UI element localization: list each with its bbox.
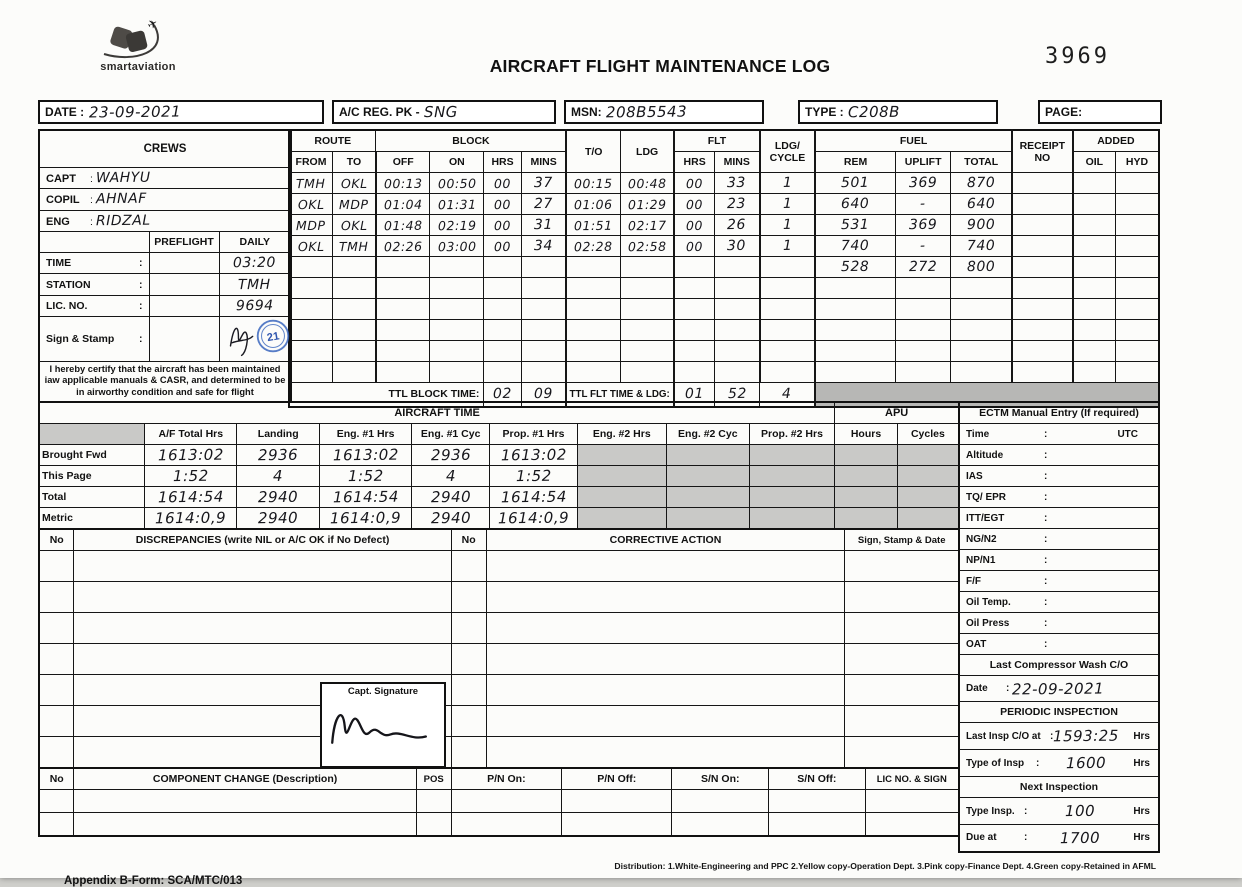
discrepancy-row (39, 737, 959, 769)
logo-text: smartaviation (100, 61, 176, 73)
ectm-altitude-row: Altitude : (959, 445, 1159, 466)
station-daily-cell: TMH (219, 274, 291, 295)
flight-table-panel (290, 129, 1162, 403)
lower-left (38, 401, 960, 853)
info-bar (38, 100, 1162, 124)
disc-title-header: DISCREPANCIES (write NIL or A/C OK if No Defect) (74, 529, 451, 551)
type-value: C208B (848, 102, 901, 122)
last-insp-row: Last Insp C/O at : 1593:25 Hrs (959, 723, 1159, 750)
signature-mark (222, 319, 258, 357)
col-total: TOTAL (951, 152, 1012, 173)
ttl-block-mins: 09 (521, 383, 566, 407)
col-uplift: UPLIFT (895, 152, 951, 173)
flight-empty-row (289, 362, 1159, 383)
ectm-oat-row: OAT : (959, 634, 1159, 655)
compressor-wash-title: Last Compressor Wash C/O (959, 655, 1159, 676)
col-from: FROM (289, 152, 332, 173)
apu-title: APU (835, 402, 959, 424)
receipt-header: RECEIPT NO (1012, 130, 1073, 173)
certification-text: I hereby certify that the aircraft has been maintained iaw applicable manuals & CASR, and determined to be in airworthy condition and safe for flight (39, 361, 291, 402)
form-title: AIRCRAFT FLIGHT MAINTENANCE LOG (489, 56, 831, 76)
ttl-flt-label: TTL FLT TIME & LDG: (566, 383, 674, 407)
approval-stamp (256, 319, 290, 356)
next-type-value: 100 (1065, 801, 1096, 821)
block-group-header: BLOCK (376, 130, 567, 152)
capt-name: WAHYU (95, 169, 151, 187)
col-off: OFF (376, 152, 430, 173)
licno-daily-cell: 9694 (219, 295, 291, 316)
row-label-header (39, 424, 145, 445)
component-change-table (38, 767, 960, 837)
page-label: PAGE: (1045, 105, 1083, 119)
col-hyd: HYD (1115, 152, 1159, 173)
component-row (39, 790, 959, 813)
col-oil: OIL (1073, 152, 1116, 173)
col-rem: REM (815, 152, 895, 173)
next-type-row: Type Insp. : 100 Hrs (959, 798, 1159, 825)
ttl-block-label: TTL BLOCK TIME: (289, 383, 484, 407)
crew-row-copil: COPIL : AHNAF (39, 189, 291, 210)
page-box (1038, 100, 1162, 124)
station-preflight-cell (149, 274, 219, 295)
msn-box (564, 100, 764, 124)
plane-icon: ✈ (144, 15, 161, 33)
comp-pos-header: POS (416, 768, 451, 790)
copil-name: AHNAF (95, 191, 147, 208)
at-row-this-page: This Page 1:52 4 1:52 4 1:52 (39, 466, 959, 487)
col-on: ON (430, 152, 484, 173)
ttl-flt-ldg: 4 (760, 383, 816, 407)
col-hrs: HRS (484, 152, 521, 173)
flight-row: OKL MDP 01:04 01:31 00 27 01:06 01:29 00 23 1 640 - 640 (289, 194, 1159, 215)
disc-no-header: No (39, 529, 74, 551)
time-label-cell: TIME : (39, 253, 149, 274)
ldg-cycle-header: LDG/ CYCLE (760, 130, 816, 173)
form-footer (38, 861, 1162, 887)
ectm-np-n1-row: NP/N1 : (959, 550, 1159, 571)
station-label-cell: STATION : (39, 274, 149, 295)
sign-daily-cell (219, 316, 291, 361)
crew-row-eng: ENG : RIDZAL (39, 210, 291, 231)
ectm-time-row: Time : UTC (959, 424, 1159, 445)
ttl-flt-hrs: 01 (674, 383, 714, 407)
type-insp-row: Type of Insp : 1600 Hrs (959, 750, 1159, 777)
eng-name: RIDZAL (95, 212, 151, 229)
crew-row-capt: CAPT : WAHYU (39, 168, 291, 189)
date-label: DATE : (45, 105, 85, 119)
captain-signature-mark (326, 697, 430, 749)
comp-pn-off-header: P/N Off: (562, 768, 672, 790)
type-insp-value: 1600 (1066, 753, 1107, 773)
date-box (38, 100, 324, 124)
preflight-header: PREFLIGHT (149, 231, 219, 252)
fuel-group-header: FUEL (815, 130, 1012, 152)
captain-signature-box (320, 682, 446, 768)
at-row-brought-fwd: Brought Fwd 1613:02 2936 1613:02 2936 1613:02 (39, 445, 959, 466)
discrepancy-row (39, 706, 959, 737)
added-group-header: ADDED (1073, 130, 1159, 152)
flight-empty-row (289, 341, 1159, 362)
comp-pn-on-header: P/N On: (451, 768, 561, 790)
flight-row: TMH OKL 00:13 00:50 00 37 00:15 00:48 00 33 1 501 369 870 (289, 173, 1159, 194)
ldg-group-header: LDG (620, 130, 674, 173)
lower-section (38, 401, 1162, 853)
col-mins: MINS (521, 152, 566, 173)
sign-stamp-label-cell: Sign & Stamp : (39, 316, 149, 361)
to-group-header: T/O (566, 130, 620, 173)
flt-group-header: FLT (674, 130, 759, 152)
type-label: TYPE : (805, 105, 844, 119)
last-insp-value: 1593:25 (1053, 726, 1120, 746)
date-value: 23-09-2021 (88, 102, 181, 122)
at-row-metric: Metric 1614:0,9 2940 1614:0,9 2940 1614:0,9 (39, 508, 959, 530)
component-row (39, 813, 959, 837)
flight-empty-row (289, 320, 1159, 341)
ectm-ff-row: F/F : (959, 571, 1159, 592)
daily-header: DAILY (219, 231, 291, 252)
ectm-tq-epr-row: TQ/ EPR : (959, 487, 1159, 508)
utc-label: UTC (1117, 428, 1138, 440)
discrepancies-table (38, 528, 960, 769)
ectm-title: ECTM Manual Entry (If required) (959, 402, 1159, 424)
flight-log-section (38, 129, 1162, 403)
apu-cycles-header: Cycles (897, 424, 959, 445)
empty-cell (39, 231, 149, 252)
discrepancy-row (39, 582, 959, 613)
stamp-number: 21 (266, 330, 281, 345)
flight-empty-row (289, 299, 1159, 320)
discrepancy-row (39, 644, 959, 675)
company-logo (90, 15, 186, 73)
comp-sn-off-header: S/N Off: (769, 768, 866, 790)
ectm-ng-n2-row: NG/N2 : (959, 529, 1159, 550)
ectm-ias-row: IAS : (959, 466, 1159, 487)
aircraft-time-title: AIRCRAFT TIME (39, 402, 835, 424)
comp-no-header: No (39, 768, 74, 790)
reg-label: A/C REG. PK - (339, 105, 420, 119)
sign-preflight-cell (149, 316, 219, 361)
time-daily-cell: 03:20 (219, 253, 291, 274)
flight-row: OKL TMH 02:26 03:00 00 34 02:28 02:58 00 30 1 740 - 740 (289, 236, 1159, 257)
aircraft-reg-box (332, 100, 556, 124)
next-inspection-title: Next Inspection (959, 777, 1159, 798)
time-preflight-cell (149, 253, 219, 274)
comp-lic-header: LIC NO. & SIGN (865, 768, 959, 790)
crews-header: CREWS (39, 130, 291, 168)
apu-hours-header: Hours (835, 424, 898, 445)
ttl-block-hrs: 02 (484, 383, 521, 407)
col-flt-hrs: HRS (674, 152, 714, 173)
ectm-oil-temp-row: Oil Temp. : (959, 592, 1159, 613)
discrepancy-row (39, 675, 959, 706)
route-group-header: ROUTE (289, 130, 376, 152)
ectm-sidebar (960, 401, 1162, 853)
flight-row: 528 272 800 (289, 257, 1159, 278)
comp-desc-header: COMPONENT CHANGE (Description) (74, 768, 416, 790)
col-flt-mins: MINS (714, 152, 759, 173)
licno-preflight-cell (149, 295, 219, 316)
reg-value: SNG (424, 102, 459, 122)
ca-no-header: No (451, 529, 486, 551)
discrepancy-row (39, 551, 959, 582)
ectm-itt-egt-row: ITT/EGT : (959, 508, 1159, 529)
due-at-row: Due at : 1700 Hrs (959, 825, 1159, 852)
flight-row: MDP OKL 01:48 02:19 00 31 01:51 02:17 00 26 1 531 369 900 (289, 215, 1159, 236)
discrepancy-row (39, 613, 959, 644)
flight-empty-row (289, 278, 1159, 299)
periodic-inspection-title: PERIODIC INSPECTION (959, 702, 1159, 723)
flight-table (288, 129, 1160, 408)
capt-signature-label: Capt. Signature (347, 686, 419, 697)
ca-title-header: CORRECTIVE ACTION (486, 529, 845, 551)
wash-date-row: Date : 22-09-2021 (959, 676, 1159, 702)
at-row-total: Total 1614:54 2940 1614:54 2940 1614:54 (39, 487, 959, 508)
afml-form (38, 6, 1162, 887)
crews-panel (38, 129, 290, 403)
sign-stamp-date-header: Sign, Stamp & Date (845, 529, 959, 551)
col-to: TO (332, 152, 375, 173)
form-header (38, 6, 1162, 100)
form-serial-number: 3969 (1045, 44, 1110, 69)
licno-label-cell: LIC. NO. : (39, 295, 149, 316)
type-box (798, 100, 998, 124)
due-at-value: 1700 (1060, 828, 1101, 847)
ttl-flt-mins: 52 (714, 383, 759, 407)
msn-value: 208B5543 (606, 102, 688, 122)
appendix-reference: Appendix B-Form: SCA/MTC/013 (64, 874, 243, 887)
distribution-note: Distribution: 1.White-Engineering and PPC 2.Yellow copy-Operation Dept. 3.Pink copy-Finance Dept. 4.Green copy-Retained in AFML (614, 860, 1156, 871)
wash-date-value: 22-09-2021 (1012, 679, 1105, 698)
msn-label: MSN: (571, 105, 602, 119)
discrepancies-section (38, 528, 960, 769)
logo-graphic (90, 15, 186, 62)
comp-sn-on-header: S/N On: (672, 768, 769, 790)
aircraft-time-table: AIRCRAFT TIME APU A/F Total Hrs Landing Eng. #1 Hrs Eng. #1 Cyc Prop. #1 Hrs Eng. #2 Hrs Eng. #2 Cyc Prop. #2 Hrs Hours Cycles Brought Fwd 1613:02 2936 1613:02 2936 1613:02 This Page 1:52 4 1:52 4 1:52 Total 1614:54 2940 1614:54 2940 1614:54 Metric 1614:0,9 2940 1614:0,9 2940 1614:0,9 (38, 401, 960, 530)
ectm-oil-press-row: Oil Press : (959, 613, 1159, 634)
